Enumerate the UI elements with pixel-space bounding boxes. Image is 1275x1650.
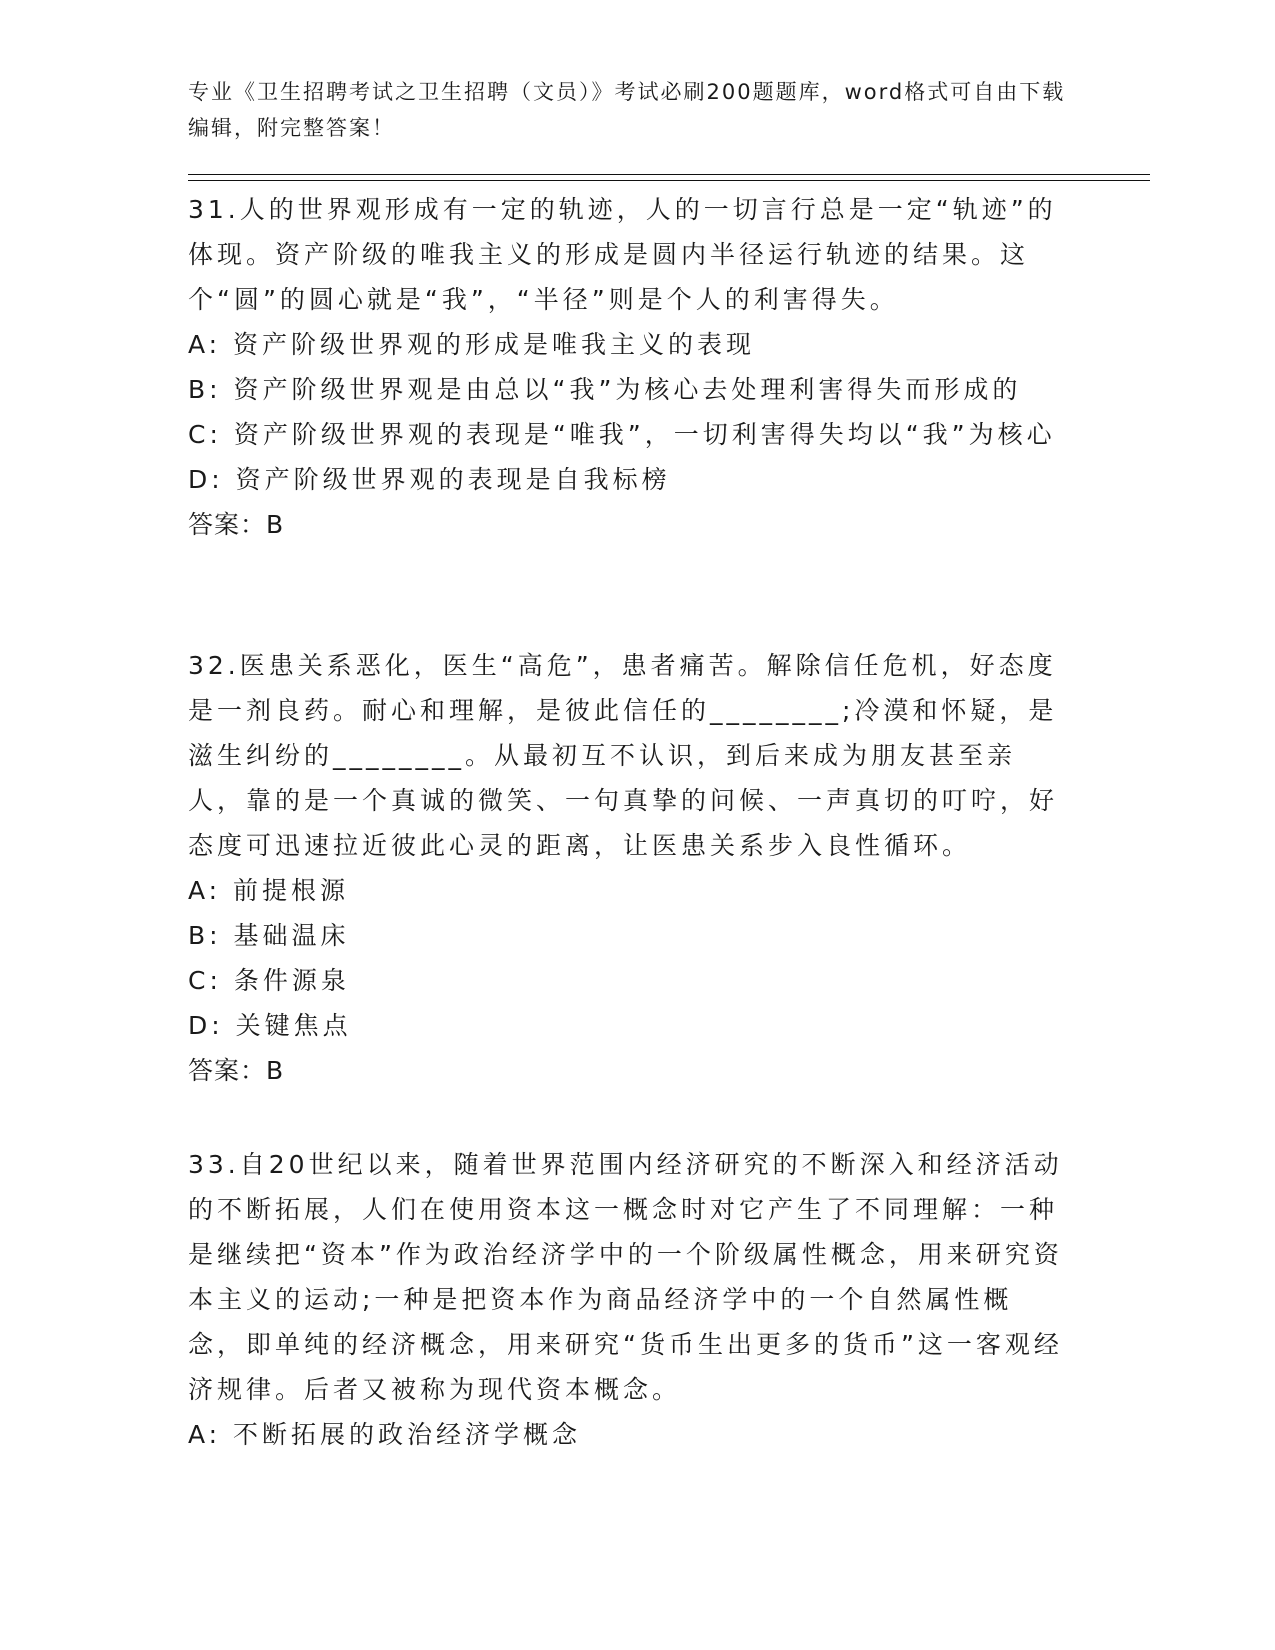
document-header bbox=[188, 74, 1068, 146]
option-c: C: 资产阶级世界观的表现是“唯我”，一切利害得失均以“我”为核心 bbox=[188, 420, 1056, 449]
option-d: D: 资产阶级世界观的表现是自我标榜 bbox=[188, 465, 671, 494]
answer: 答案：B bbox=[188, 510, 285, 539]
option-a: A: 不断拓展的政治经济学概念 bbox=[188, 1420, 582, 1449]
question-stem: 32.医患关系恶化，医生“高危”，患者痛苦。解除信任危机，好态度是一剂良药。耐心和理解，是彼此信任的________;冷漠和怀疑，是滋生纠纷的________。从最初互不认识，到后来成为朋友甚至亲人，靠的是一个真诚的微笑、一句真挚的问候、一声真切的叮咛，好态度可迅速拉近彼此心灵的距离，让医患关系步入良性循环。 bbox=[188, 651, 1059, 860]
option-b: B: 资产阶级世界观是由总以“我”为核心去处理利害得失而形成的 bbox=[188, 375, 1022, 404]
question-32 bbox=[188, 643, 1068, 1094]
question-31 bbox=[188, 187, 1068, 548]
option-d: D: 关键焦点 bbox=[188, 1011, 352, 1040]
header-divider-bottom bbox=[188, 180, 1150, 181]
question-stem: 31.人的世界观形成有一定的轨迹，人的一切言行总是一定“轨迹”的体现。资产阶级的唯我主义的形成是圆内半径运行轨迹的结果。这个“圆”的圆心就是“我”，“半径”则是个人的利害得失。 bbox=[188, 195, 1057, 314]
option-b: B: 基础温床 bbox=[188, 921, 350, 950]
question-stem: 33.自20世纪以来，随着世界范围内经济研究的不断深入和经济活动的不断拓展，人们在使用资本这一概念时对它产生了不同理解：一种是继续把“资本”作为政治经济学中的一个阶级属性概念，用来研究资本主义的运动;一种是把资本作为商品经济学中的一个自然属性概念，即单纯的经济概念，用来研究“货币生出更多的货币”这一客观经济规律。后者又被称为现代资本概念。 bbox=[188, 1150, 1063, 1404]
option-c: C: 条件源泉 bbox=[188, 966, 350, 995]
answer: 答案：B bbox=[188, 1056, 285, 1085]
question-33 bbox=[188, 1142, 1068, 1457]
option-a: A: 资产阶级世界观的形成是唯我主义的表现 bbox=[188, 330, 756, 359]
option-a: A: 前提根源 bbox=[188, 876, 350, 905]
header-text: 专业《卫生招聘考试之卫生招聘（文员）》考试必刷200题题库，word格式可自由下载编辑，附完整答案！ bbox=[188, 80, 1066, 140]
header-divider-top bbox=[188, 174, 1150, 175]
